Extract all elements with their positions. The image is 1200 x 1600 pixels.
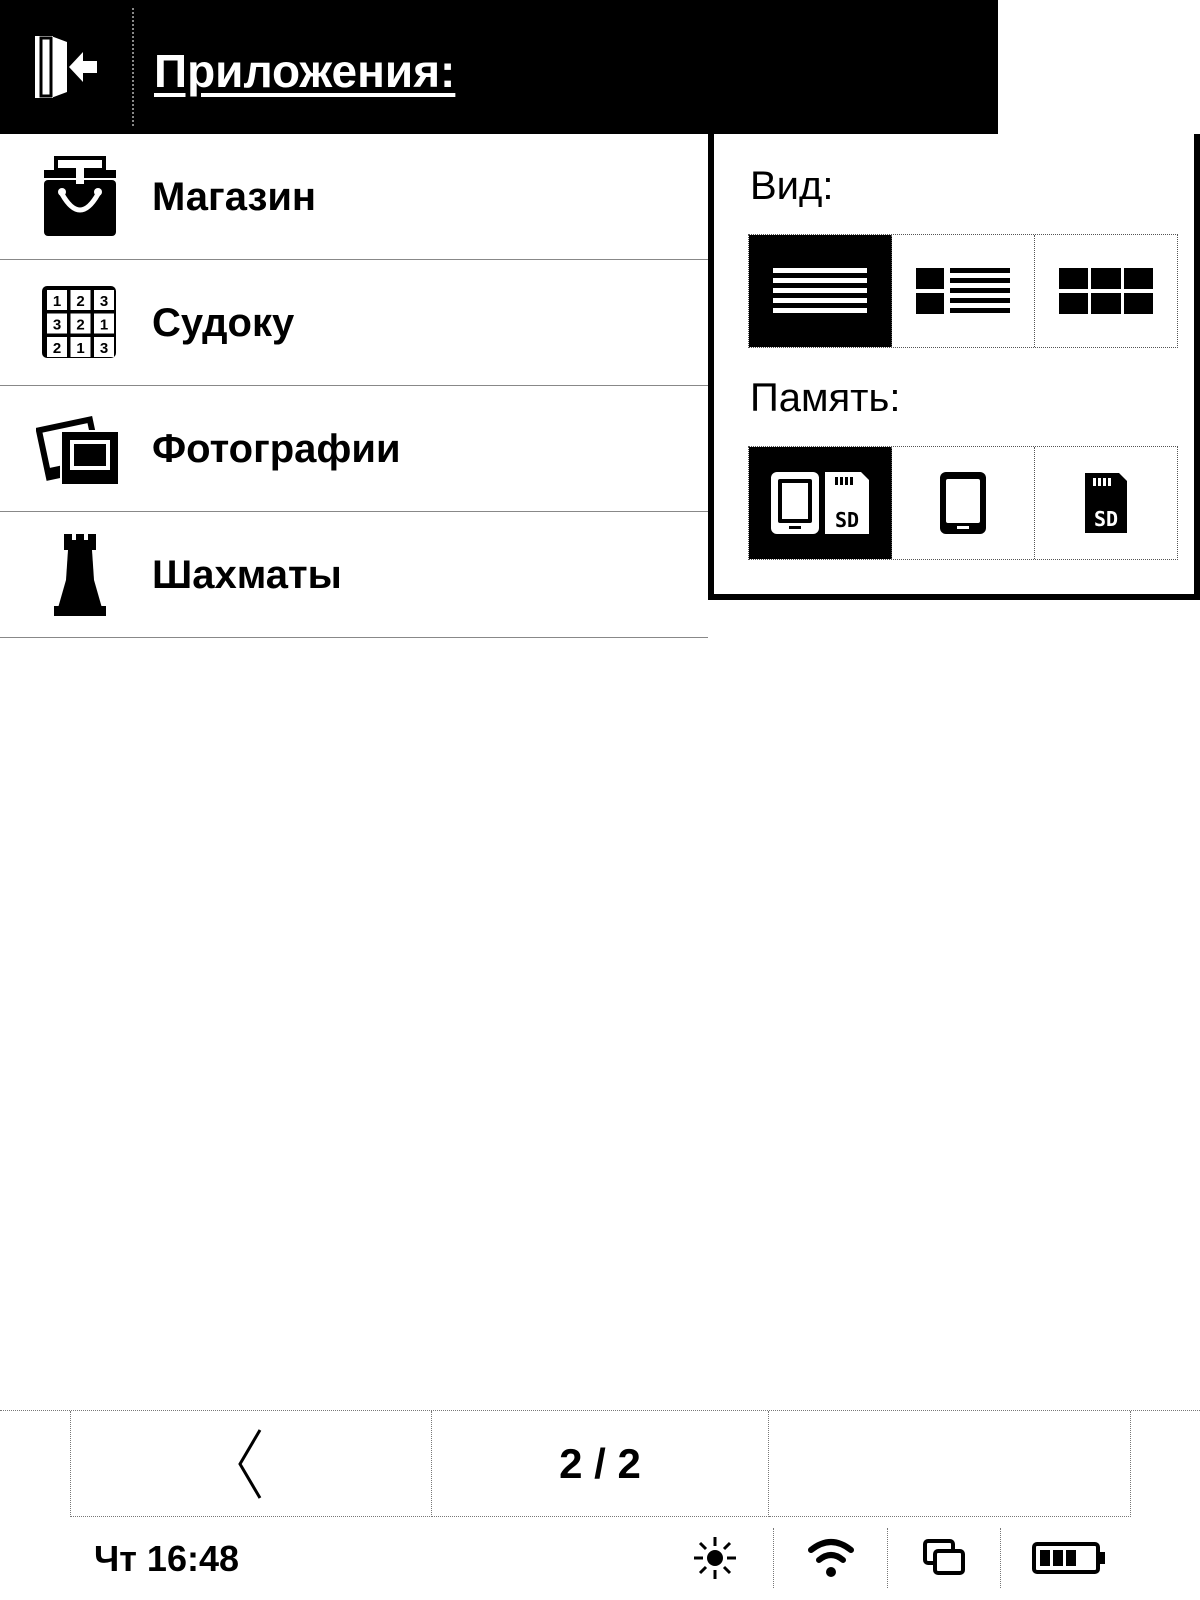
status-divider <box>1000 1528 1001 1588</box>
exit-button[interactable] <box>0 0 132 134</box>
sudoku-digit: 2 <box>52 340 62 357</box>
device-and-sd-icon <box>769 470 871 536</box>
pagination-bar <box>0 1410 1200 1518</box>
photos-icon <box>36 406 124 492</box>
memory-label: Память: <box>750 376 901 420</box>
header-divider <box>132 8 134 126</box>
brightness-button[interactable] <box>690 1530 740 1586</box>
sudoku-digit: 2 <box>76 316 85 334</box>
memory-option-device[interactable] <box>892 447 1035 559</box>
battery-icon <box>1032 1542 1108 1574</box>
sudoku-digit: 1 <box>52 293 62 310</box>
view-label: Вид: <box>750 164 834 208</box>
task-switch-button[interactable] <box>920 1530 968 1586</box>
list-item-sudoku[interactable] <box>0 260 708 386</box>
view-option-list[interactable] <box>749 235 892 347</box>
list-item-label: Шахматы <box>152 553 342 597</box>
wifi-button[interactable] <box>805 1530 857 1586</box>
wifi-icon <box>807 1536 855 1580</box>
sudoku-digit: 2 <box>76 293 85 310</box>
device-memory-icon <box>938 470 988 536</box>
sudoku-grid-icon <box>36 280 124 366</box>
app-list <box>0 134 708 638</box>
list-item-label: Фотографии <box>152 427 401 471</box>
header-bar <box>0 0 998 134</box>
list-item-label: Магазин <box>152 175 317 219</box>
list-with-icons-view-icon <box>916 268 1010 314</box>
shop-bag-icon <box>36 154 124 240</box>
grid-view-icon <box>1059 268 1153 314</box>
memory-option-sd[interactable] <box>1035 447 1177 559</box>
sd-card-icon <box>1083 471 1129 535</box>
list-item-photos[interactable] <box>0 386 708 512</box>
header-actions <box>998 0 1200 134</box>
list-item-chess[interactable] <box>0 512 708 638</box>
list-item-label: Судоку <box>152 301 295 345</box>
view-options-panel <box>708 134 1200 600</box>
sd-text: SD <box>1093 507 1119 531</box>
sudoku-digit: 1 <box>76 340 85 357</box>
list-item-shop[interactable] <box>0 134 708 260</box>
view-option-grid[interactable] <box>1035 235 1177 347</box>
exit-door-icon <box>33 32 99 102</box>
sd-text: SD <box>834 508 860 532</box>
task-switch-icon <box>922 1538 966 1578</box>
status-clock: Чт 16:48 <box>94 1538 240 1579</box>
status-divider <box>887 1528 888 1588</box>
page-title[interactable]: Приложения: <box>154 45 456 97</box>
sudoku-digit: 3 <box>99 340 109 357</box>
page-counter: 2 / 2 <box>559 1439 641 1487</box>
sudoku-digit: 3 <box>52 316 62 334</box>
memory-selector <box>748 446 1178 560</box>
sudoku-digit: 3 <box>99 293 109 310</box>
battery-status[interactable] <box>1030 1530 1110 1586</box>
list-view-icon <box>773 268 867 314</box>
next-page-button[interactable] <box>769 1411 1131 1517</box>
status-divider <box>773 1528 774 1588</box>
memory-option-all[interactable] <box>749 447 892 559</box>
page-counter-cell[interactable] <box>432 1411 769 1517</box>
prev-page-button[interactable] <box>70 1411 432 1517</box>
view-mode-selector <box>748 234 1178 348</box>
brightness-icon <box>692 1535 738 1581</box>
sudoku-digit: 1 <box>99 316 109 334</box>
view-option-list-icons[interactable] <box>892 235 1035 347</box>
chess-rook-icon <box>36 532 124 618</box>
chevron-left-icon <box>236 1428 266 1500</box>
